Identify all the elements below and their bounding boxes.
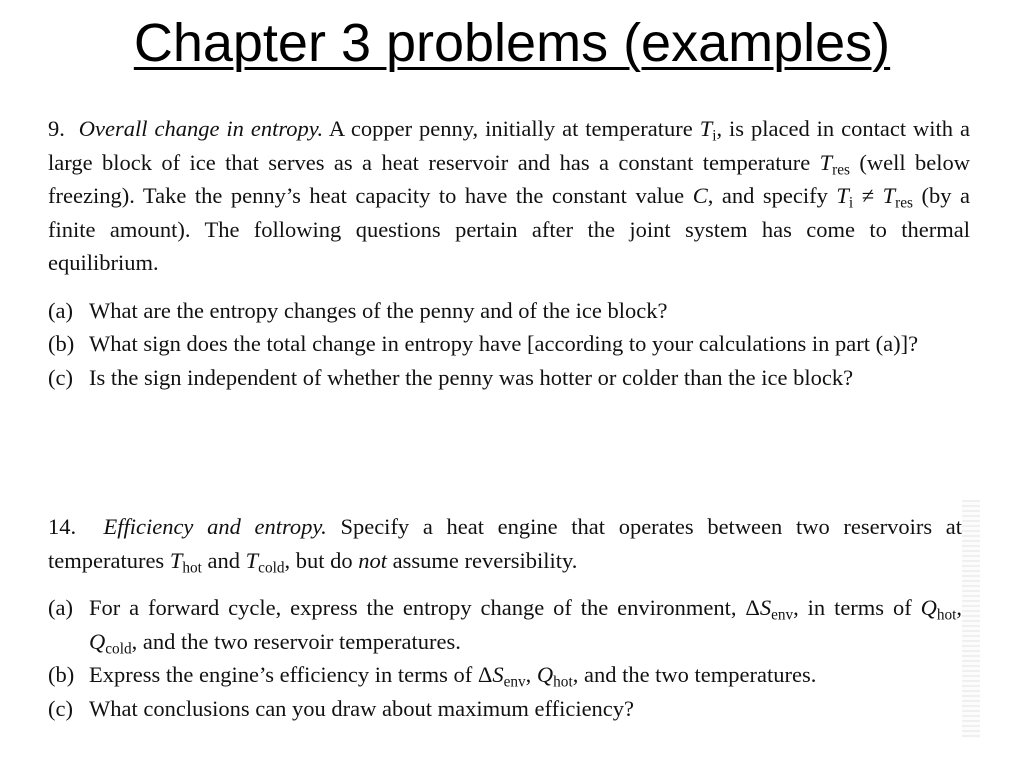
subscript-cold: cold	[258, 558, 285, 576]
var-T: T	[836, 183, 849, 208]
question-text: , and the two reservoir temperatures.	[131, 628, 461, 654]
subscript-i: i	[712, 127, 717, 145]
question-c	[48, 692, 962, 726]
question-text: ,	[956, 595, 963, 620]
var-C: C	[692, 183, 708, 208]
problem-text: A copper penny, initially at temperature	[323, 116, 700, 141]
problem-14	[48, 510, 962, 725]
var-T: T	[882, 183, 896, 208]
subscript-cold: cold	[105, 639, 132, 657]
slide-title: Chapter 3 problems (examples)	[133, 13, 891, 73]
var-T: T	[245, 547, 259, 573]
problem-number: 9.	[48, 116, 65, 141]
question-marker: (a)	[48, 297, 73, 323]
question-marker: (a)	[48, 595, 73, 620]
subscript-i: i	[848, 194, 854, 212]
question-marker: (c)	[48, 695, 73, 721]
problem-text: (well below freezing). Take the penny’s heat capacity to have the constant value	[48, 149, 970, 208]
problem-9-statement	[48, 112, 970, 280]
question-text: , in terms of	[793, 595, 921, 620]
question-a	[48, 591, 962, 658]
problem-14-statement	[48, 510, 962, 577]
question-text: What conclusions can you draw about maximum efficiency?	[89, 695, 635, 721]
problem-number: 14.	[48, 514, 77, 539]
subscript-env: env	[503, 673, 526, 691]
subscript-hot: hot	[553, 673, 573, 691]
subscript-hot: hot	[936, 606, 957, 624]
question-text: What sign does the total change in entropy have [according to your calculations in part (a)]?	[89, 331, 919, 356]
problem-text: assume reversibility.	[387, 547, 578, 573]
question-text: What are the entropy changes of the penny and of the ice block?	[89, 297, 668, 323]
var-T: T	[819, 149, 833, 175]
question-c	[48, 361, 970, 395]
question-text: , and the two temperatures.	[572, 662, 817, 687]
question-marker: (c)	[48, 364, 73, 390]
subscript-res: res	[895, 194, 913, 212]
problem-14-questions	[48, 591, 962, 725]
question-a	[48, 294, 970, 328]
var-S: S	[492, 662, 504, 687]
question-text: Express the engine’s efficiency in terms of Δ	[89, 662, 493, 687]
question-marker: (b)	[48, 331, 75, 356]
question-marker: (b)	[48, 662, 75, 687]
problem-9	[48, 112, 970, 394]
subscript-res: res	[832, 160, 850, 178]
emphasis-not: not	[358, 547, 388, 573]
question-text: For a forward cycle, express the entropy change of the environment, Δ	[89, 595, 760, 620]
problem-text: , is placed in contact with a large block of ice that serves as a heat reservoir and has a constant temperature	[48, 116, 971, 175]
var-T: T	[699, 116, 713, 141]
problem-text: (by a finite amount). The following questions pertain after the joint system has come to thermal equilibrium.	[48, 183, 970, 275]
var-Q: Q	[89, 628, 106, 654]
problem-heading: Overall change in entropy.	[78, 116, 324, 141]
problem-text: Specify a heat engine that operates between two reservoirs at temperatures	[48, 514, 962, 573]
subscript-env: env	[771, 606, 794, 624]
problem-heading: Efficiency and entropy.	[103, 514, 327, 539]
var-Q: Q	[920, 595, 937, 620]
scan-edge-artifact	[962, 500, 980, 738]
var-Q: Q	[536, 662, 554, 687]
question-text: Is the sign independent of whether the penny was hotter or colder than the ice block?	[89, 364, 854, 390]
problem-text: , and specify	[707, 183, 837, 208]
problem-text: and	[201, 547, 246, 573]
question-b	[48, 327, 970, 361]
question-text: ,	[525, 662, 537, 687]
problem-text: , but do	[284, 547, 359, 573]
var-S: S	[759, 595, 772, 620]
subscript-hot: hot	[182, 558, 202, 576]
problem-9-questions	[48, 294, 970, 395]
question-b	[48, 658, 962, 692]
not-equal-sign: ≠	[853, 183, 883, 208]
var-T: T	[169, 547, 183, 573]
